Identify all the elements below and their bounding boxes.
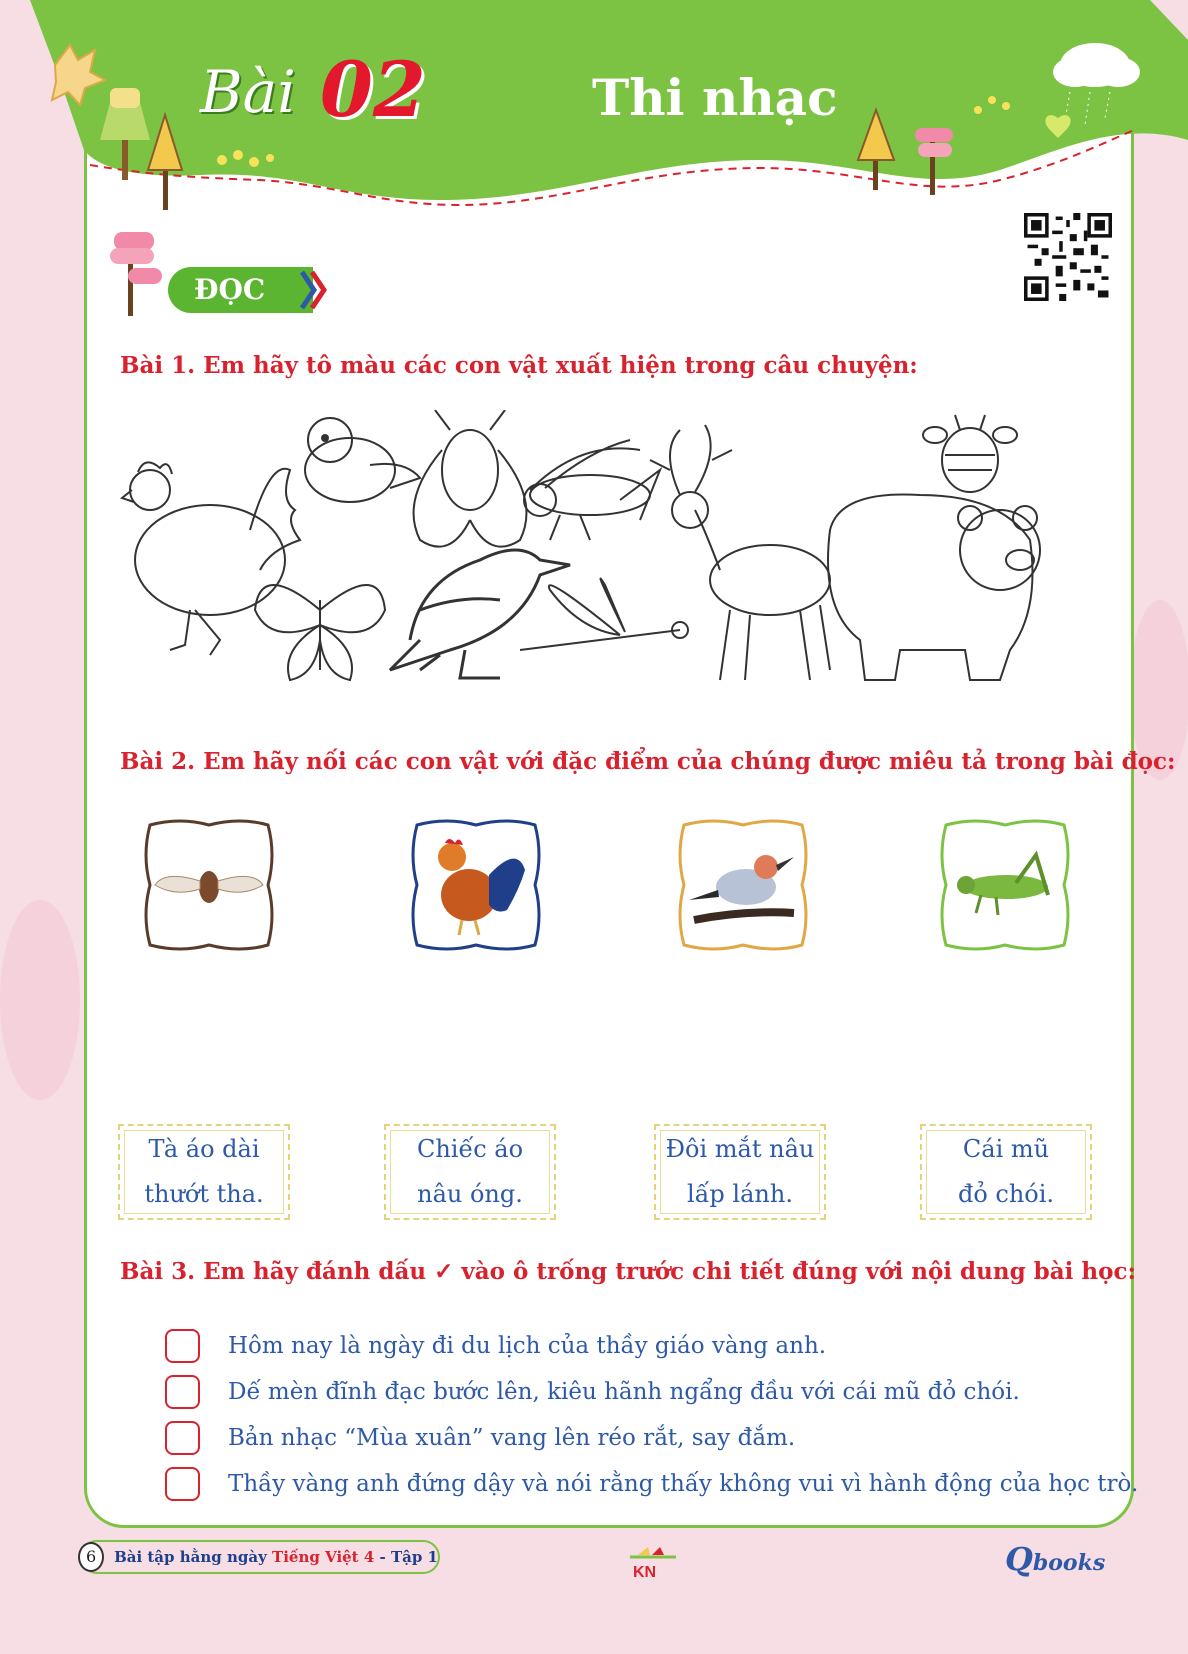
book-volume: - Tập 1 <box>379 1548 438 1566</box>
checkbox[interactable] <box>165 1467 200 1501</box>
brand-initial: Q <box>1005 1540 1033 1578</box>
bee-outline-icon <box>923 415 1017 492</box>
answer-line: đỏ chói. <box>957 1180 1055 1208</box>
butterfly-outline-icon <box>255 585 385 680</box>
book-subject: Tiếng Việt 4 <box>272 1548 375 1566</box>
chevron-right-icon <box>300 270 330 310</box>
answer-line: Đôi mắt nâu <box>665 1135 815 1163</box>
answer-line: thướt tha. <box>144 1180 264 1208</box>
sparrow-outline-icon <box>390 550 570 678</box>
answer-box[interactable] <box>920 1124 1092 1220</box>
checklist-item[interactable] <box>165 1326 827 1366</box>
checklist-item[interactable] <box>165 1418 796 1458</box>
background-blot <box>0 900 80 1100</box>
answer-line: nâu óng. <box>417 1180 523 1208</box>
exercise-1-title: Bài 1. Em hãy tô màu các con vật xuất hiện trong câu chuyện: <box>120 352 918 379</box>
answer-box[interactable] <box>118 1124 290 1220</box>
exercise-2-title: Bài 2. Em hãy nối các con vật với đặc điểm của chúng được miêu tả trong bài đọc: <box>120 748 1176 775</box>
qr-code-icon <box>1024 212 1112 302</box>
dragonfly-outline-icon <box>520 579 688 650</box>
answer-line: Chiếc áo <box>416 1135 524 1163</box>
worksheet-page <box>84 40 1134 1528</box>
oriole-picture <box>674 815 812 955</box>
checkbox[interactable] <box>165 1375 200 1409</box>
answer-line: Cái mũ <box>962 1135 1050 1163</box>
footer-book-info <box>80 1540 440 1574</box>
deer-outline-icon <box>650 425 830 680</box>
coloring-animals-illustration <box>120 410 1100 720</box>
answer-line: Tà áo dài <box>148 1135 260 1163</box>
checkbox[interactable] <box>165 1329 200 1363</box>
bear-outline-icon <box>828 494 1040 680</box>
cicada-outline-icon <box>414 410 527 547</box>
brand-logo <box>1005 1540 1105 1578</box>
lesson-prefix: Bài <box>200 58 296 126</box>
rooster-outline-icon <box>122 462 300 655</box>
checklist-item-text: Hôm nay là ngày đi du lịch của thầy giáo vàng anh. <box>228 1333 827 1359</box>
tree-icon <box>108 228 168 318</box>
rooster-picture <box>407 815 545 955</box>
publisher-logo-text: KN <box>633 1564 657 1579</box>
checklist-item-text: Bản nhạc “Mùa xuân” vang lên réo rắt, say đắm. <box>228 1425 796 1451</box>
exercise-3-title: Bài 3. Em hãy đánh dấu ✓ vào ô trống trước chi tiết đúng với nội dung bài học: <box>120 1258 1136 1285</box>
answer-box[interactable] <box>654 1124 826 1220</box>
answer-box[interactable] <box>384 1124 556 1220</box>
checklist-item-text: Dế mèn đĩnh đạc bước lên, kiêu hãnh ngẩng đầu với cái mũ đỏ chói. <box>228 1379 1020 1405</box>
lesson-number: 02 <box>320 45 426 134</box>
answer-line: lấp lánh. <box>687 1180 793 1208</box>
brand-rest: books <box>1032 1550 1106 1576</box>
publisher-logo-icon <box>628 1545 678 1579</box>
checklist-item[interactable] <box>165 1464 1139 1504</box>
checklist-item-text: Thầy vàng anh đứng dậy và nói rằng thấy không vui vì hành động của học trò. <box>228 1471 1139 1497</box>
page-number: 6 <box>78 1542 104 1572</box>
cricket-outline-icon <box>524 440 660 540</box>
bird-outline-icon <box>305 418 420 502</box>
checkbox[interactable] <box>165 1421 200 1455</box>
lesson-title: Thi nhạc <box>592 68 838 127</box>
checklist-item[interactable] <box>165 1372 1020 1412</box>
section-label-reading: ĐỌC <box>168 267 313 313</box>
book-prefix: Bài tập hằng ngày <box>114 1548 267 1566</box>
grasshopper-picture <box>936 815 1074 955</box>
book-title <box>114 1548 438 1566</box>
cicada-picture <box>140 815 278 955</box>
